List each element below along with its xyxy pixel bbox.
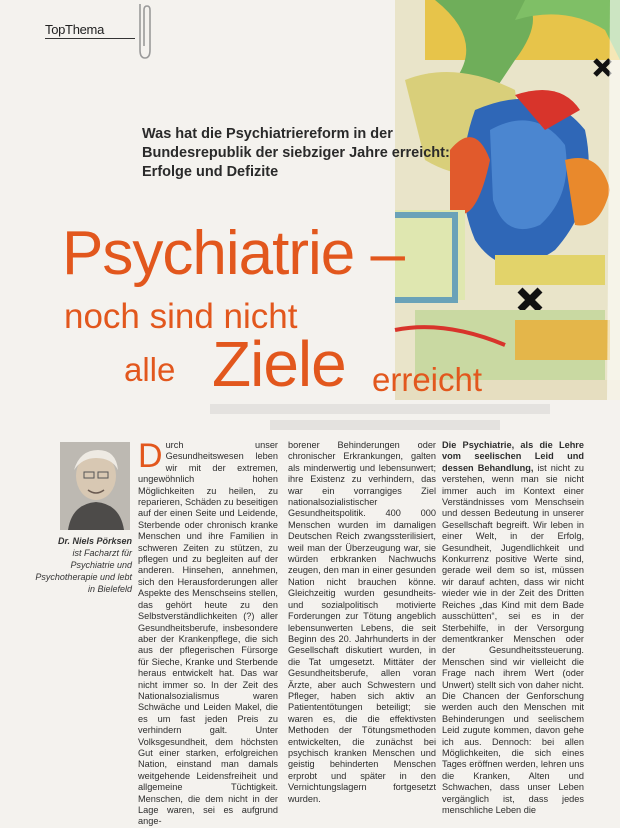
headline-word-erreicht: erreicht [372, 361, 483, 398]
article-subtitle: Was hat die Psychiatriereform in der Bundesrepublik der siebziger Jahre erreicht: Erfolge und Defizite [142, 126, 450, 180]
section-rubric: TopThema [45, 22, 105, 37]
headline-line-1: Psychiatrie – [62, 219, 404, 288]
column-3-lead: Die Psychiatrie, als die Lehre vom seelischen Leid und dessen Behandlung, [442, 440, 584, 473]
author-caption [32, 535, 132, 595]
headline-word-alle: alle [124, 351, 176, 388]
drop-cap: D [138, 437, 163, 475]
author-portrait [60, 442, 130, 530]
column-1-body: urch unser Gesundheitswesen leben wir mit der extremen, ungewöhnlich hohen Möglichkeiten zu heilen, zu reparieren, Schäden zu beseitigen auf der einen Seite und Leidende, Sterbende oder chronisch kranke Menschen und ihre Familien in schweren Zeiten zu stützen, zu pflegen und zu begleiten auf der anderen. Hinsehen, annehmen, sich den Herausforderungen aller Aspekte des Menschseins stellen, das gehört heute zu den Selbstverständlichkeiten (?) aller Gesundheitsberufe, insbesondere aber der Krankenpflege, die sich aus der pflegerischen Fürsorge für Sieche, Kranke und Sterbende heraus entwickelt hat. Das war nicht immer so. In der Zeit des Nationalsozialismus waren Schwäche und Leiden Makel, die es um fast jeden Preis zu verhindern galt. Unter Volksgesundheit, dem höchsten Gut einer starken, erfolgreichen Nation, einstand man damals weitgehende Leidensfreiheit und allgemeine Tüchtigkeit. Menschen, die dem nicht in der Lage waren, sei es aufgrund ange- [138, 440, 278, 827]
text-column-1 [138, 437, 278, 828]
author-name: Dr. Niels Pörksen [57, 536, 132, 546]
author-bio: ist Facharzt für Psychiatrie und Psychotherapie und lebt in Bielefeld [35, 548, 132, 594]
mirrored-headline-shadow [210, 398, 570, 438]
column-2-body: borener Behinderungen oder chronischer Erkrankungen, galten als minderwertig und lebensunwert; ihre Existenz zu verhindern, das war ein vorrangiges Ziel nationalsozialistischer Gesundheitspolitik. 400 000 Menschen wurden im damaligen Deutschen Reich zwangssterilisiert, weil man der Überzeugung war, sie würden erbkranken Nachwuchs zeugen, den man in einer gesunden Nation nicht brauchen könne. Gleichzeitig wurden gesundheits- und sozialpolitisch motivierte Forderungen zur Tötung angeblich lebensunwerten Lebens, die seit Beginn des 20. Jahrhunderts in der Gesellschaft diskutiert wurden, in die Tat umgesetzt. Mittäter der Gesundheitsberufe, allen voran Ärzte, aber auch Schwestern und Pfleger, haben sich aktiv an Patiententötungen beteiligt; sie waren es, die die effektivsten Methoden der Tötungsmethoden entwickelten, die zunächst bei psychisch kranken Menschen und geistig behinderten Menschen erprobt und später in den Vernichtungslagern fortgesetzt wurden. [288, 440, 436, 804]
paperclip-icon [135, 0, 153, 62]
text-column-3 [442, 440, 584, 816]
text-column-2 [288, 440, 436, 805]
headline-word-ziele: Ziele [212, 328, 346, 400]
painting-illustration [395, 0, 620, 400]
column-3-body: ist nicht zu verstehen, wenn man sie nicht immer auch im Kontext einer Verständnisses vom Menschsein und dessen Bedeutung in unserer Gesellschaft begreift. Wir leben in einer Welt, in der Erfolg, Gesundheit, Jugendlichkeit und Konkurrenz positive Werte sind, gerade weil dem so ist, müssen wir darauf achten, dass wir nicht wieder wie in der Zeit des Dritten Reiches „das Kind mit dem Bade ausschütten“, sei es in der Sterbehilfe, in der Versorgung dementkranker Menschen oder der Gesundheitssteuerung. Menschen sind wir vielleicht die Frage nach ihrem Wert (oder Unwert) stellt sich von daher nicht. Die Chancen der Genforschung werden auch den Menschen mit Behinderungen und seelischem Leid zugute kommen, davon gehe ich aus. Dennoch: bei allen Möglichkeiten, die sich eines Tages eröffnen werden, lehren uns die Kranken, Alten und Schwachen, dass unser Leben vergänglich ist, dass jedes menschliche Leben die [442, 462, 584, 815]
rubric-divider [45, 38, 135, 39]
headline-line-2: noch sind nicht [64, 297, 298, 336]
